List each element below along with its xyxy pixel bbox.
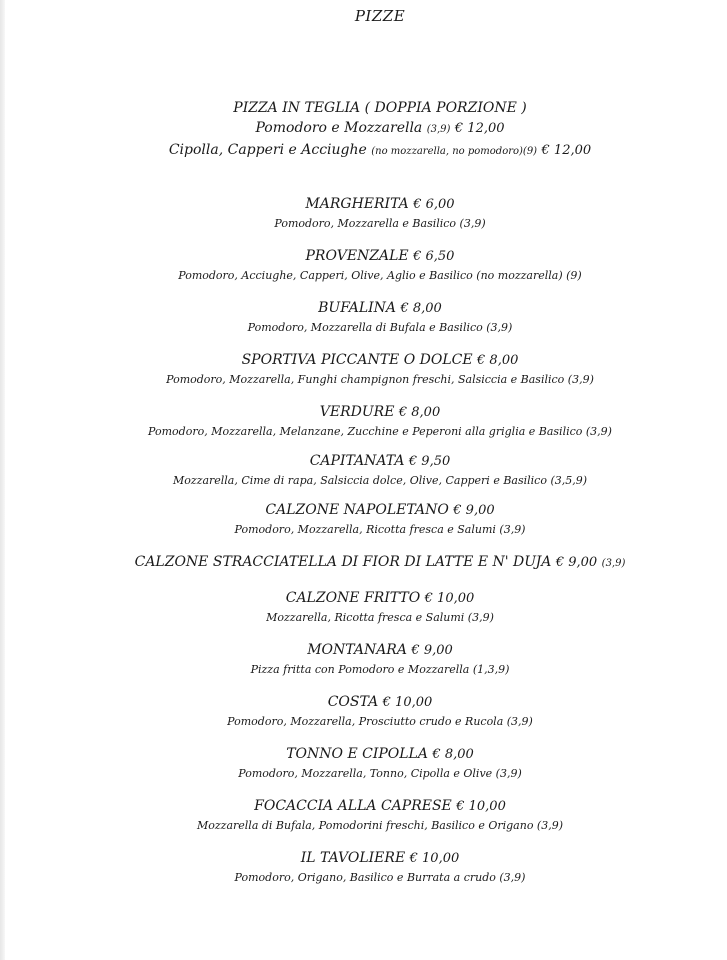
item-name: VERDURE <box>319 404 395 420</box>
page-title: PIZZE <box>354 7 406 25</box>
item-price: € 8,00 <box>400 301 442 316</box>
menu-item <box>0 692 727 730</box>
item-price: € 9,00 <box>411 643 453 658</box>
spacer <box>0 176 727 194</box>
item-description: Pomodoro, Mozzarella, Melanzane, Zucchine e Peperoni alla griglia e Basilico (3,9) <box>148 425 612 438</box>
item-price: € 6,50 <box>413 249 455 264</box>
item-description: Pomodoro, Mozzarella e Basilico (3,9) <box>274 217 486 230</box>
item-heading <box>0 350 727 371</box>
item-price: € 10,00 <box>409 851 460 866</box>
menu-item <box>0 350 727 388</box>
menu-item <box>0 744 727 782</box>
item-heading <box>0 552 727 574</box>
item-heading <box>0 298 727 319</box>
menu-item <box>0 848 727 886</box>
item-price: € 8,00 <box>398 405 441 420</box>
menu-item <box>0 500 727 538</box>
item-heading <box>0 796 727 817</box>
section-header: PIZZA IN TEGLIA ( DOPPIA PORZIONE ) <box>233 100 527 116</box>
item-allergens: (no mozzarella, no pomodoro)(9) <box>371 146 538 157</box>
menu-item <box>0 640 727 678</box>
menu-item <box>0 451 727 489</box>
item-description: Pomodoro, Origano, Basilico e Burrata a crudo (3,9) <box>234 871 526 884</box>
menu-item <box>0 298 727 336</box>
item-price: € 9,00 <box>555 555 598 570</box>
item-price: € 12,00 <box>541 143 592 158</box>
item-name: FOCACCIA ALLA CAPRESE <box>254 798 452 814</box>
item-heading <box>0 246 727 267</box>
item-name: COSTA <box>327 694 379 710</box>
item-heading <box>0 744 727 765</box>
item-name: PROVENZALE <box>305 248 409 264</box>
item-name: BUFALINA <box>318 300 397 316</box>
item-heading <box>0 402 727 423</box>
item-heading <box>0 588 727 609</box>
item-name: CALZONE STRACCIATELLA DI FIOR DI LATTE E N' DUJA <box>134 554 552 570</box>
item-price: € 8,00 <box>477 353 519 368</box>
item-heading <box>0 194 727 215</box>
item-price: € 8,00 <box>432 747 474 762</box>
item-description: Pomodoro, Mozzarella di Bufala e Basilico (3,9) <box>247 321 513 334</box>
item-description: Pomodoro, Mozzarella, Tonno, Cipolla e Olive (3,9) <box>238 767 522 780</box>
item-price: € 9,00 <box>453 503 495 518</box>
item-description: Pomodoro, Mozzarella, Funghi champignon freschi, Salsiccia e Basilico (3,9) <box>166 373 594 386</box>
item-heading <box>0 451 727 472</box>
item-description: Mozzarella, Cime di rapa, Salsiccia dolce, Olive, Capperi e Basilico (3,5,9) <box>172 474 588 487</box>
item-name: TONNO E CIPOLLA <box>286 746 428 762</box>
menu-item <box>0 796 727 834</box>
item-allergens: (3,9) <box>601 558 626 569</box>
menu-item <box>0 588 727 626</box>
menu-item <box>0 194 727 232</box>
menu-list <box>0 98 727 900</box>
item-name: SPORTIVA PICCANTE O DOLCE <box>241 352 473 368</box>
item-price: € 9,50 <box>408 454 451 469</box>
item-name: MARGHERITA <box>305 196 409 212</box>
item-name: Cipolla, Capperi e Acciughe <box>168 142 367 158</box>
item-name: CALZONE NAPOLETANO <box>265 502 449 518</box>
item-name: CALZONE FRITTO <box>285 590 421 606</box>
item-heading <box>0 640 727 661</box>
item-description: Pomodoro, Acciughe, Capperi, Olive, Aglio e Basilico (no mozzarella) (9) <box>178 269 582 282</box>
item-name: Pomodoro e Mozzarella <box>255 120 423 136</box>
item-heading <box>0 692 727 713</box>
item-price: € 12,00 <box>454 121 505 136</box>
pizza-in-teglia-section <box>0 98 727 162</box>
item-name: MONTANARA <box>307 642 407 658</box>
item-allergens: (3,9) <box>426 124 451 135</box>
item-heading <box>0 500 727 521</box>
item-price: € 10,00 <box>456 799 506 814</box>
item-description: Pomodoro, Mozzarella, Prosciutto crudo e Rucola (3,9) <box>227 715 533 728</box>
item-price: € 6,00 <box>413 197 455 212</box>
menu-item <box>0 246 727 284</box>
item-price: € 10,00 <box>424 591 475 606</box>
item-name: IL TAVOLIERE <box>300 850 406 866</box>
item-price: € 10,00 <box>382 695 433 710</box>
menu-item <box>0 552 727 574</box>
item-description: Pomodoro, Mozzarella, Ricotta fresca e Salumi (3,9) <box>234 523 526 536</box>
item-description: Pizza fritta con Pomodoro e Mozzarella (1,3,9) <box>250 663 510 676</box>
item-description: Mozzarella di Bufala, Pomodorini freschi, Basilico e Origano (3,9) <box>196 819 564 832</box>
menu-line <box>0 140 727 162</box>
menu-item <box>0 402 727 440</box>
item-name: CAPITANATA <box>309 453 405 469</box>
menu-line <box>0 118 727 140</box>
item-description: Mozzarella, Ricotta fresca e Salumi (3,9) <box>266 611 494 624</box>
item-heading <box>0 848 727 869</box>
